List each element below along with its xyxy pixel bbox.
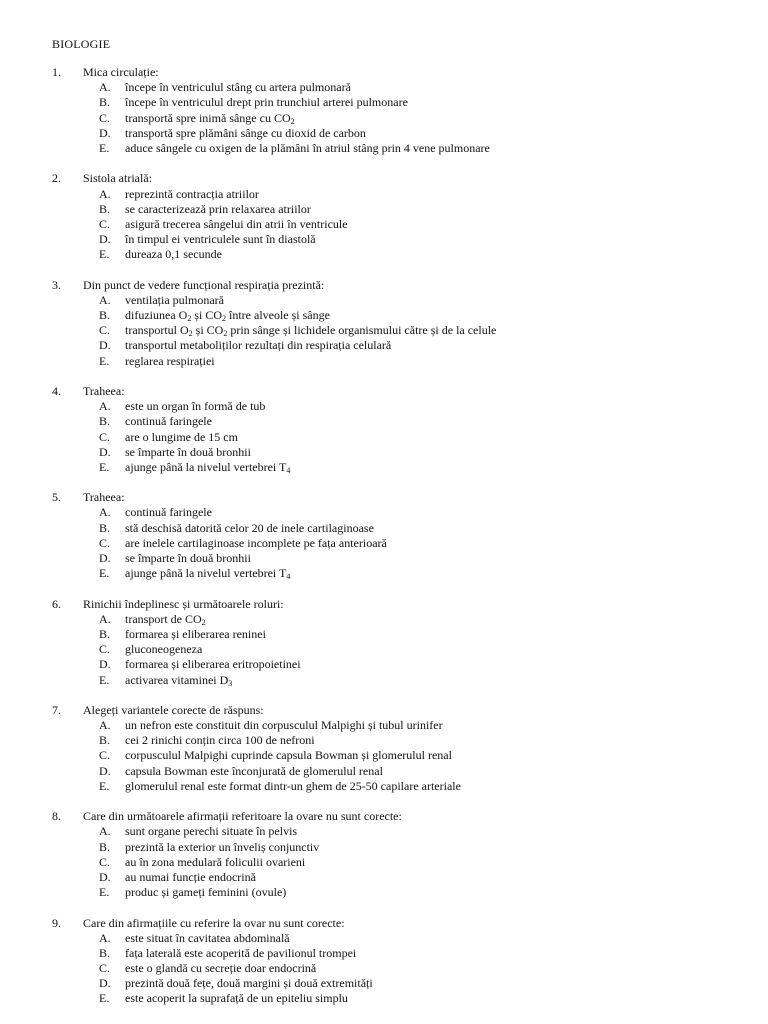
option-letter: D. <box>99 232 111 247</box>
option-letter: D. <box>99 125 111 140</box>
question-item <box>52 916 752 1007</box>
answer-option <box>52 202 752 217</box>
option-letter: A. <box>99 930 111 945</box>
answer-option <box>52 293 752 308</box>
question-item <box>52 384 752 475</box>
option-text: începe în ventriculul stâng cu artera pulmonară <box>125 80 351 95</box>
answer-option <box>52 931 752 946</box>
answer-option <box>52 733 752 748</box>
question-number: 5. <box>52 490 61 505</box>
question-item <box>52 65 752 156</box>
answer-option <box>52 95 752 110</box>
answer-option <box>52 612 752 627</box>
option-letter: A. <box>99 505 111 520</box>
option-letter: C. <box>99 216 111 231</box>
option-letter: C. <box>99 854 111 869</box>
option-letter: A. <box>99 718 111 733</box>
question-item <box>52 703 752 794</box>
answer-option <box>52 551 752 566</box>
answer-option <box>52 779 752 794</box>
answer-option <box>52 126 752 141</box>
answer-option <box>52 657 752 672</box>
question-item <box>52 597 752 688</box>
option-text: ajunge până la nivelul vertebrei $T_4$ <box>125 566 291 582</box>
answer-option <box>52 673 752 688</box>
question-number: 1. <box>52 65 61 79</box>
option-text: ajunge până la nivelul vertebrei $T_4$ <box>125 459 291 475</box>
option-letter: E. <box>99 247 110 262</box>
question-number: 7. <box>52 702 61 717</box>
question-text: Sistola atrială: <box>83 171 152 186</box>
option-text: este acoperit la suprafață de un epiteliu simplu <box>125 991 348 1006</box>
option-letter: B. <box>99 839 111 854</box>
question-text: Mica circulație: <box>83 65 159 79</box>
question-number: 6. <box>52 596 61 611</box>
question-text: Traheea: <box>83 490 125 505</box>
option-text: fața laterală este acoperită de pavilionul trompei <box>125 945 357 960</box>
option-text: reglarea respirației <box>125 353 215 368</box>
option-letter: D. <box>99 444 111 459</box>
answer-option <box>52 505 752 520</box>
option-text: prezintă două fețe, două margini și două extremități <box>125 976 373 991</box>
question-list <box>52 65 752 1022</box>
answer-option <box>52 991 752 1006</box>
question-text: Alegeți variantele corecte de răspuns: <box>83 702 264 717</box>
option-letter: D. <box>99 976 111 991</box>
answer-option <box>52 217 752 232</box>
option-letter: A. <box>99 399 111 414</box>
question-text: Care din următoarele afirmații referitoare la ovare nu sunt corecte: <box>83 809 402 824</box>
answer-option <box>52 642 752 657</box>
option-letter: C. <box>99 642 111 657</box>
option-letter: E. <box>99 353 110 368</box>
option-text: are inelele cartilaginoase incomplete pe fața anterioară <box>125 535 387 550</box>
option-letter: A. <box>99 292 111 307</box>
option-letter: C. <box>99 961 111 976</box>
question-line <box>52 490 752 505</box>
option-text: are o lungime de 15 cm <box>125 429 238 444</box>
option-text: formarea și eliberarea eritropoietinei <box>125 657 301 672</box>
option-text: în timpul ei ventriculele sunt în diastolă <box>125 232 316 247</box>
question-line <box>52 916 752 931</box>
option-letter: E. <box>99 885 110 900</box>
option-letter: D. <box>99 869 111 884</box>
answer-option <box>52 855 752 870</box>
question-item <box>52 490 752 581</box>
option-letter: D. <box>99 657 111 672</box>
answer-option <box>52 232 752 247</box>
answer-option <box>52 141 752 156</box>
option-letter: D. <box>99 763 111 778</box>
option-letter: D. <box>99 338 111 353</box>
question-line <box>52 384 752 399</box>
option-text: se împarte în două bronhii <box>125 444 251 459</box>
option-text: dureaza 0,1 secunde <box>125 247 222 262</box>
option-text: formarea și eliberarea reninei <box>125 626 266 641</box>
answer-option <box>52 187 752 202</box>
option-text: ventilația pulmonară <box>125 292 224 307</box>
option-text: este un organ în formă de tub <box>125 399 266 414</box>
option-text: activarea vitaminei $D_3$ <box>125 672 233 688</box>
answer-option <box>52 445 752 460</box>
option-text: gluconeogeneza <box>125 642 203 657</box>
option-text: este situat în cavitatea abdominală <box>125 930 290 945</box>
question-text: Traheea: <box>83 383 125 398</box>
option-text: au numai funcție endocrină <box>125 869 256 884</box>
option-text: reprezintă contracția atriilor <box>125 186 259 201</box>
option-letter: D. <box>99 551 111 565</box>
question-item <box>52 278 752 369</box>
option-text: începe în ventriculul drept prin trunchiul arterei pulmonare <box>125 95 408 110</box>
option-text: un nefron este constituit din corpusculul Malpighi și tubul urinifer <box>125 718 443 733</box>
answer-option <box>52 80 752 95</box>
answer-option <box>52 961 752 976</box>
option-letter: B. <box>99 945 111 960</box>
option-text: au în zona medulară foliculii ovarieni <box>125 854 306 869</box>
answer-option <box>52 627 752 642</box>
option-text: transportă spre inimă sânge cu $CO_2$ <box>125 110 295 126</box>
option-text: este o glandă cu secreție doar endocrină <box>125 961 317 976</box>
document-title: BIOLOGIE <box>52 37 111 51</box>
answer-option <box>52 247 752 262</box>
answer-option <box>52 414 752 429</box>
option-letter: B. <box>99 733 111 748</box>
option-letter: C. <box>99 748 111 763</box>
option-text: transportul $O_2$ și $CO_2$ prin sânge și lichidele organismului către și de la celule <box>125 323 497 339</box>
option-text: se caracterizează prin relaxarea atriilor <box>125 201 311 216</box>
answer-option <box>52 946 752 961</box>
answer-option <box>52 536 752 551</box>
option-text: asigură trecerea sângelui din atrii în ventricule <box>125 216 348 231</box>
option-text: produc și gameți feminini (ovule) <box>125 885 287 900</box>
option-letter: B. <box>99 626 111 641</box>
option-text: corpusculul Malpighi cuprinde capsula Bowman și glomerulul renal <box>125 748 452 763</box>
option-letter: C. <box>99 429 111 444</box>
question-text: Din punct de vedere funcțional respirația prezintă: <box>83 277 325 292</box>
answer-option <box>52 748 752 763</box>
option-text: sunt organe perechi situate în pelvis <box>125 824 298 839</box>
answer-option <box>52 399 752 414</box>
option-text: cei 2 rinichi conțin circa 100 de nefroni <box>125 733 315 748</box>
question-number: 8. <box>52 809 61 824</box>
option-text: transportă spre plămâni sânge cu dioxid de carbon <box>125 125 366 140</box>
option-letter: B. <box>99 414 111 429</box>
question-number: 3. <box>52 277 61 292</box>
answer-option <box>52 430 752 445</box>
option-text: difuziunea $O_2$ și $CO_2$ între alveole și sânge <box>125 308 330 323</box>
answer-option <box>52 976 752 991</box>
option-text: transport de $CO_2$ <box>125 611 206 627</box>
answer-option <box>52 824 752 839</box>
option-text: continuă faringele <box>125 414 212 429</box>
question-item <box>52 809 752 900</box>
answer-option <box>52 354 752 369</box>
option-letter: C. <box>99 535 111 550</box>
answer-option <box>52 566 752 581</box>
option-letter: E. <box>99 991 110 1006</box>
answer-option <box>52 764 752 779</box>
option-text: se împarte în două bronhii <box>125 551 251 565</box>
question-number: 9. <box>52 915 61 930</box>
option-letter: A. <box>99 186 111 201</box>
answer-option <box>52 885 752 900</box>
question-line <box>52 703 752 718</box>
option-letter: E. <box>99 778 110 793</box>
answer-option <box>52 111 752 126</box>
option-letter: B. <box>99 201 111 216</box>
question-number: 4. <box>52 383 61 398</box>
option-text: glomerulul renal este format dintr-un ghem de 25-50 capilare arteriale <box>125 778 461 793</box>
option-letter: E. <box>99 140 110 155</box>
option-text: transportul metaboliților rezultați din respirația celulară <box>125 338 392 353</box>
answer-option <box>52 460 752 475</box>
question-text: Care din afirmațiile cu referire la ovar nu sunt corecte: <box>83 915 345 930</box>
option-text: continuă faringele <box>125 505 212 520</box>
answer-option <box>52 338 752 353</box>
question-line <box>52 65 752 80</box>
option-letter: C. <box>99 110 111 125</box>
question-line <box>52 597 752 612</box>
answer-option <box>52 521 752 536</box>
question-line <box>52 809 752 824</box>
option-letter: B. <box>99 520 111 535</box>
option-text: capsula Bowman este înconjurată de glomerulul renal <box>125 763 383 778</box>
option-letter: C. <box>99 323 111 338</box>
option-letter: A. <box>99 824 111 839</box>
answer-option <box>52 870 752 885</box>
option-letter: A. <box>99 80 111 95</box>
answer-option <box>52 323 752 338</box>
option-text: aduce sângele cu oxigen de la plămâni în atriul stâng prin 4 vene pulmonare <box>125 140 490 155</box>
question-item <box>52 171 752 262</box>
question-number: 2. <box>52 171 61 186</box>
answer-option <box>52 840 752 855</box>
option-letter: A. <box>99 611 111 626</box>
option-letter: E. <box>99 566 110 581</box>
answer-option <box>52 308 752 323</box>
option-letter: B. <box>99 95 111 110</box>
option-letter: E. <box>99 672 110 687</box>
answer-option <box>52 718 752 733</box>
question-line <box>52 278 752 293</box>
option-text: stă deschisă datorită celor 20 de inele cartilaginoase <box>125 520 374 535</box>
option-letter: B. <box>99 308 111 322</box>
question-text: Rinichii îndeplinesc și următoarele roluri: <box>83 596 284 611</box>
option-letter: E. <box>99 459 110 474</box>
question-line <box>52 171 752 186</box>
option-text: prezintă la exterior un înveliș conjunctiv <box>125 839 320 854</box>
